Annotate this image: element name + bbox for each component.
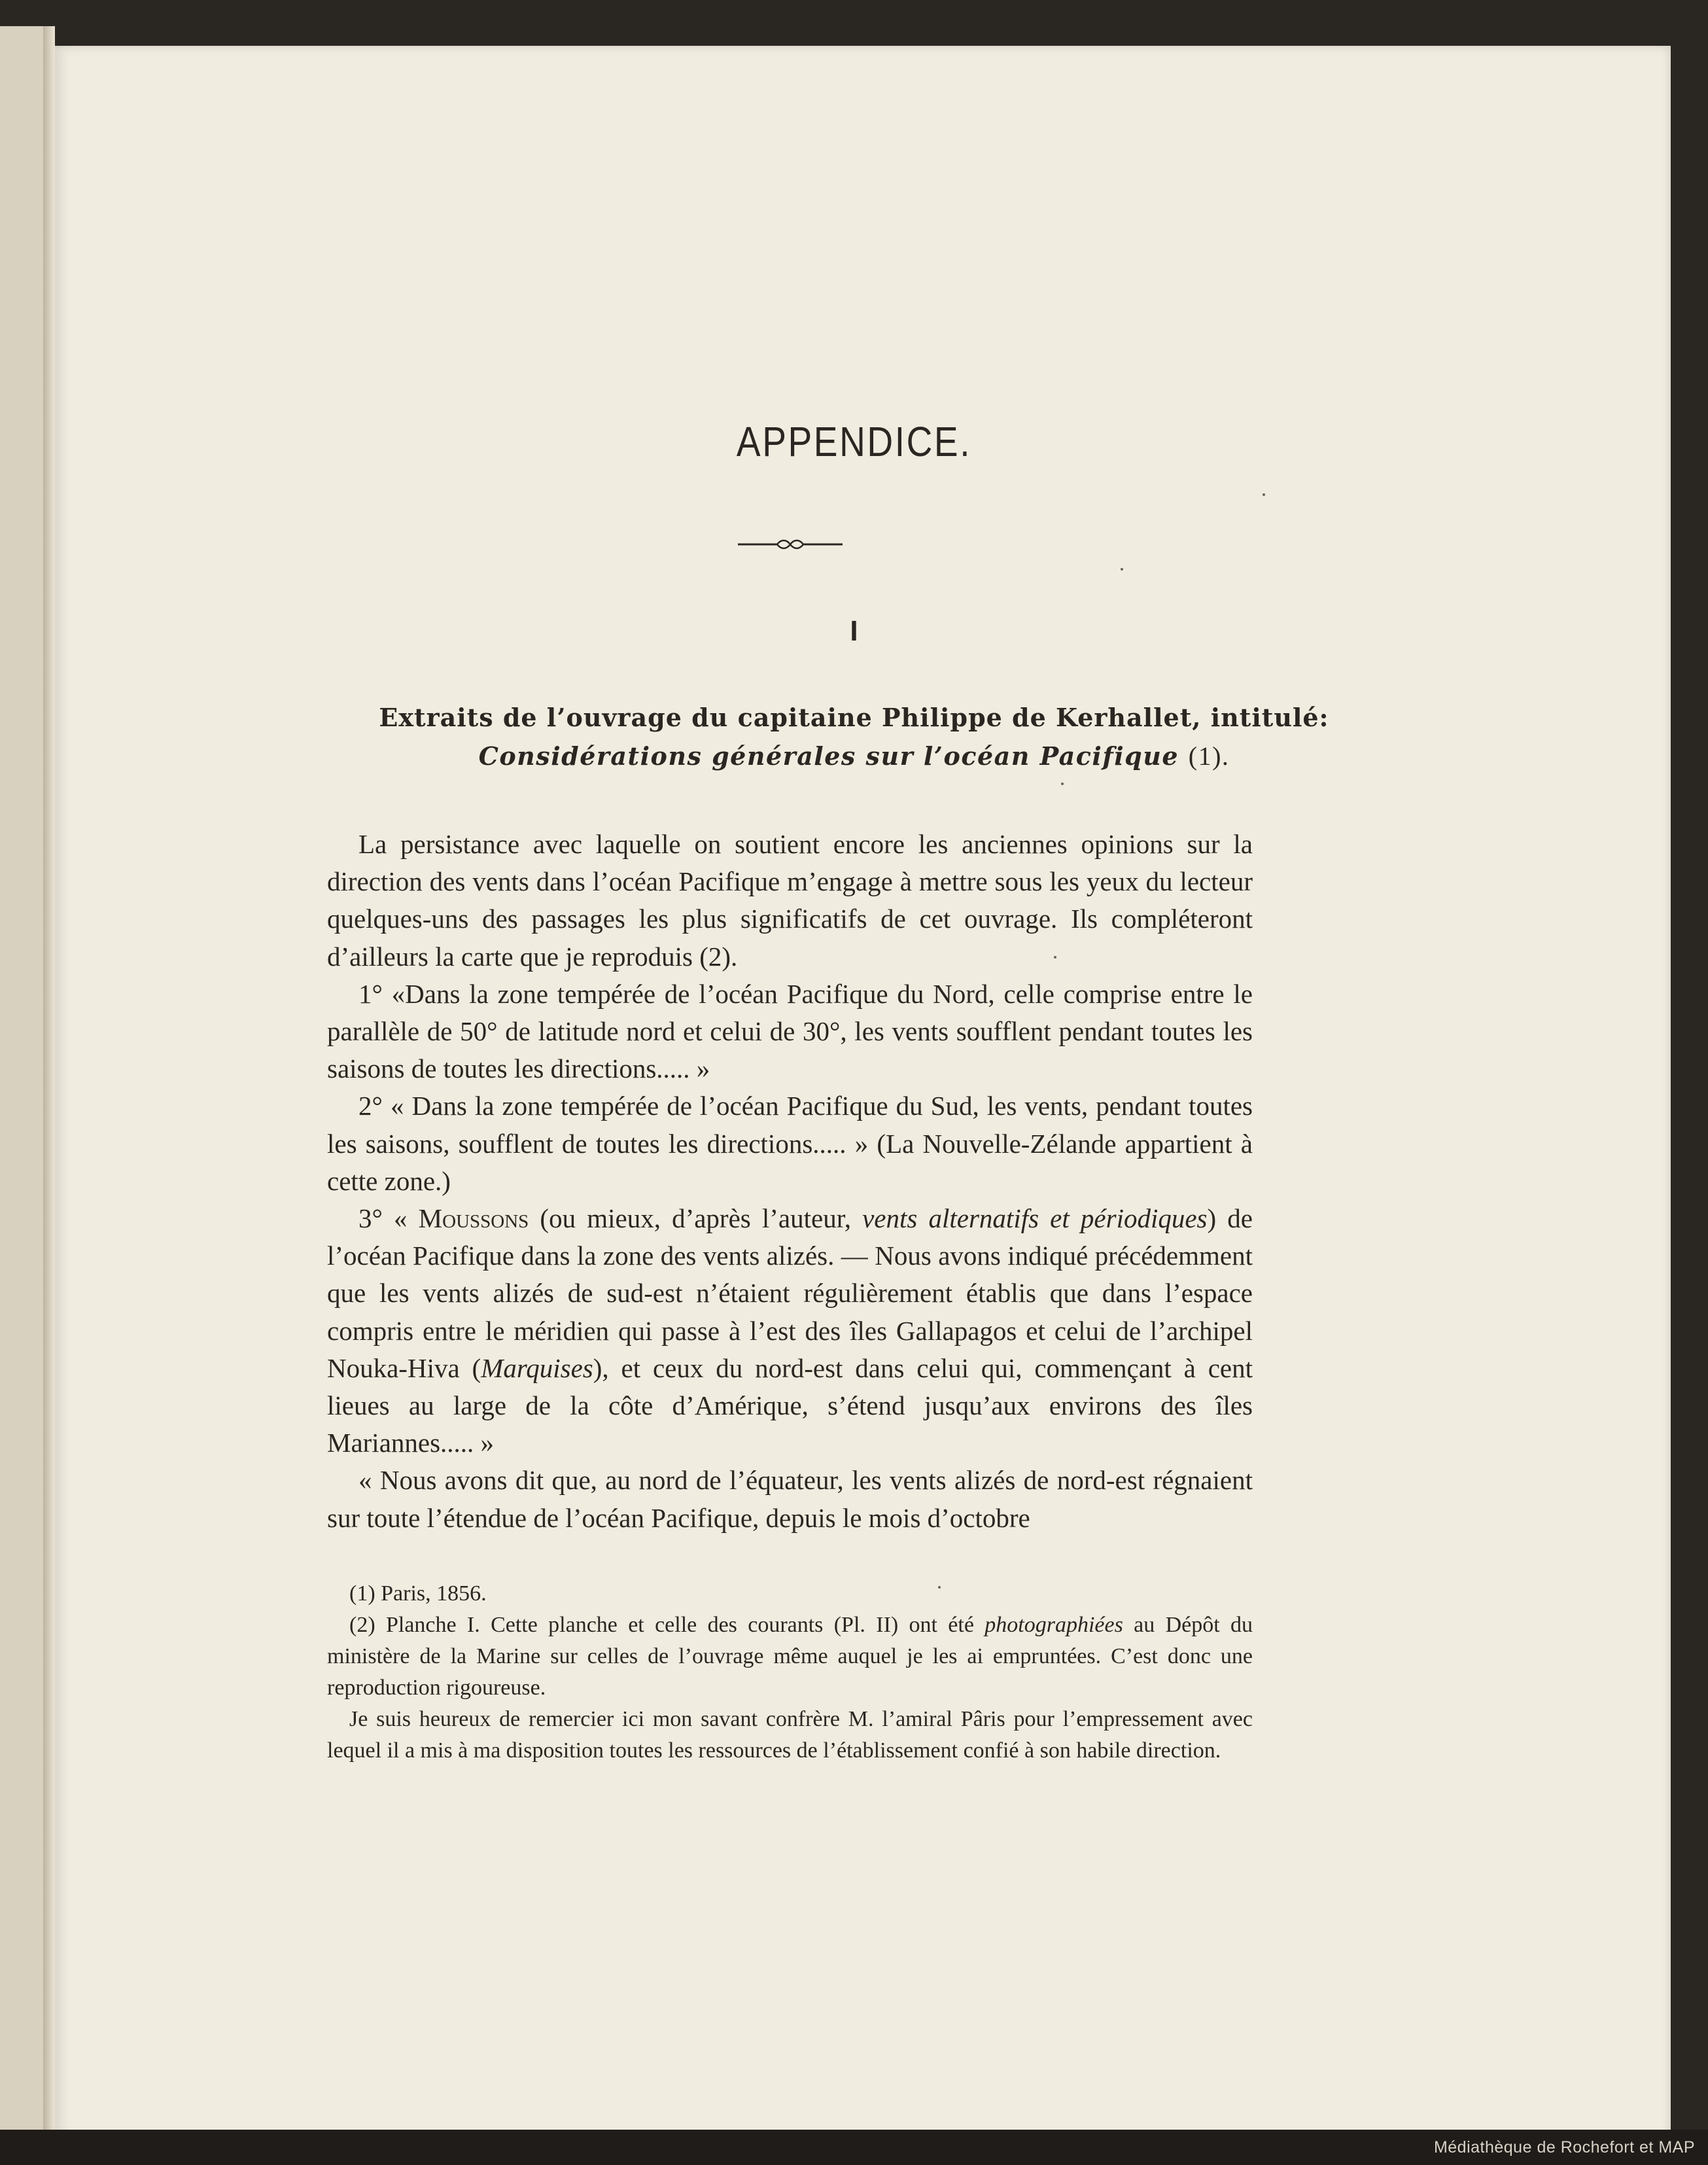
footnote-text: au Dépôt du ministère de la Marine sur celles de l’ouvrage même auquel je les ai empruntées. C’est donc une reproduction rigoureuse. bbox=[327, 1613, 1253, 1700]
page-gutter-shadow bbox=[43, 26, 55, 2165]
scan-credit: Médiathèque de Rochefort et MAP bbox=[1433, 2138, 1695, 2156]
paragraph-text: ) de l’océan Pacifique dans la zone des vents alizés. — Nous avons indiqué précédemment que les vents alizés de sud-est n’étaient régulièrement établis que dans l’espace compris entre le méridien qui passe à l’est des îles Gallapagos et celui de l’archipel Nouka-Hiva ( bbox=[327, 1203, 1253, 1383]
italic-term: photographiées bbox=[985, 1613, 1123, 1637]
footnote-text: (2) Planche I. Cette planche et celle des courants (Pl. II) ont été bbox=[349, 1613, 985, 1637]
small-caps-term: Moussons bbox=[418, 1203, 529, 1234]
paragraph: 2° « Dans la zone tempérée de l’océan Pacifique du Sud, les vents, pendant toutes les saisons, soufflent de toutes les directions..... » (La Nouvelle-Zélande appartient à cette zone.) bbox=[327, 1091, 1253, 1196]
paragraph-text: (ou mieux, d’après l’auteur, bbox=[529, 1203, 863, 1234]
body-text bbox=[327, 826, 1253, 1537]
section-number: I bbox=[850, 615, 858, 647]
paragraph-text: 3° « bbox=[358, 1203, 419, 1234]
heading-italic-title: Considérations générales sur l’océan Pacifique bbox=[478, 741, 1179, 771]
section-heading-line2 bbox=[0, 741, 1708, 771]
footnote: Je suis heureux de remercier ici mon savant confrère M. l’amiral Pâris pour l’empressement avec lequel il a mis à ma disposition toutes les ressources de l’établissement confié à son habile direction. bbox=[327, 1707, 1253, 1763]
ornament-divider bbox=[738, 537, 843, 552]
paragraph: « Nous avons dit que, au nord de l’équateur, les vents alizés de nord-est régnaient sur toute l’étendue de l’océan Pacifique, depuis le mois d’octobre bbox=[327, 1465, 1253, 1533]
paragraph: La persistance avec laquelle on soutient encore les anciennes opinions sur la direction des vents dans l’océan Pacifique m’engage à mettre sous les yeux du lecteur quelques-uns des passages les plus significatifs de cet ouvrage. Ils compléteront d’ailleurs la carte que je reproduis (2). bbox=[327, 829, 1253, 972]
footnote: (1) Paris, 1856. bbox=[349, 1581, 487, 1606]
paragraph bbox=[327, 1200, 1253, 1462]
paragraph-text: ), et ceux du nord-est dans celui qui, commençant à cent lieues au large de la côte d’Amérique, s’étend jusqu’aux environs des îles Mariannes..... » bbox=[327, 1352, 1253, 1458]
footnote bbox=[327, 1610, 1253, 1704]
paragraph: 1° «Dans la zone tempérée de l’océan Pacifique du Nord, celle comprise entre le parallèle de 50° de latitude nord et celui de 30°, les vents soufflent pendant toutes les saisons de toutes les directions..... » bbox=[327, 978, 1253, 1084]
italic-term: Marquises bbox=[481, 1352, 593, 1383]
page-title: APPENDICE. bbox=[736, 418, 972, 465]
italic-term: vents alternatifs et périodiques bbox=[862, 1203, 1208, 1234]
footnotes bbox=[327, 1578, 1253, 1767]
heading-footnote-ref: (1). bbox=[1188, 741, 1230, 771]
section-heading-line1: Extraits de l’ouvrage du capitaine Philippe de Kerhallet, intitulé: bbox=[379, 703, 1329, 732]
